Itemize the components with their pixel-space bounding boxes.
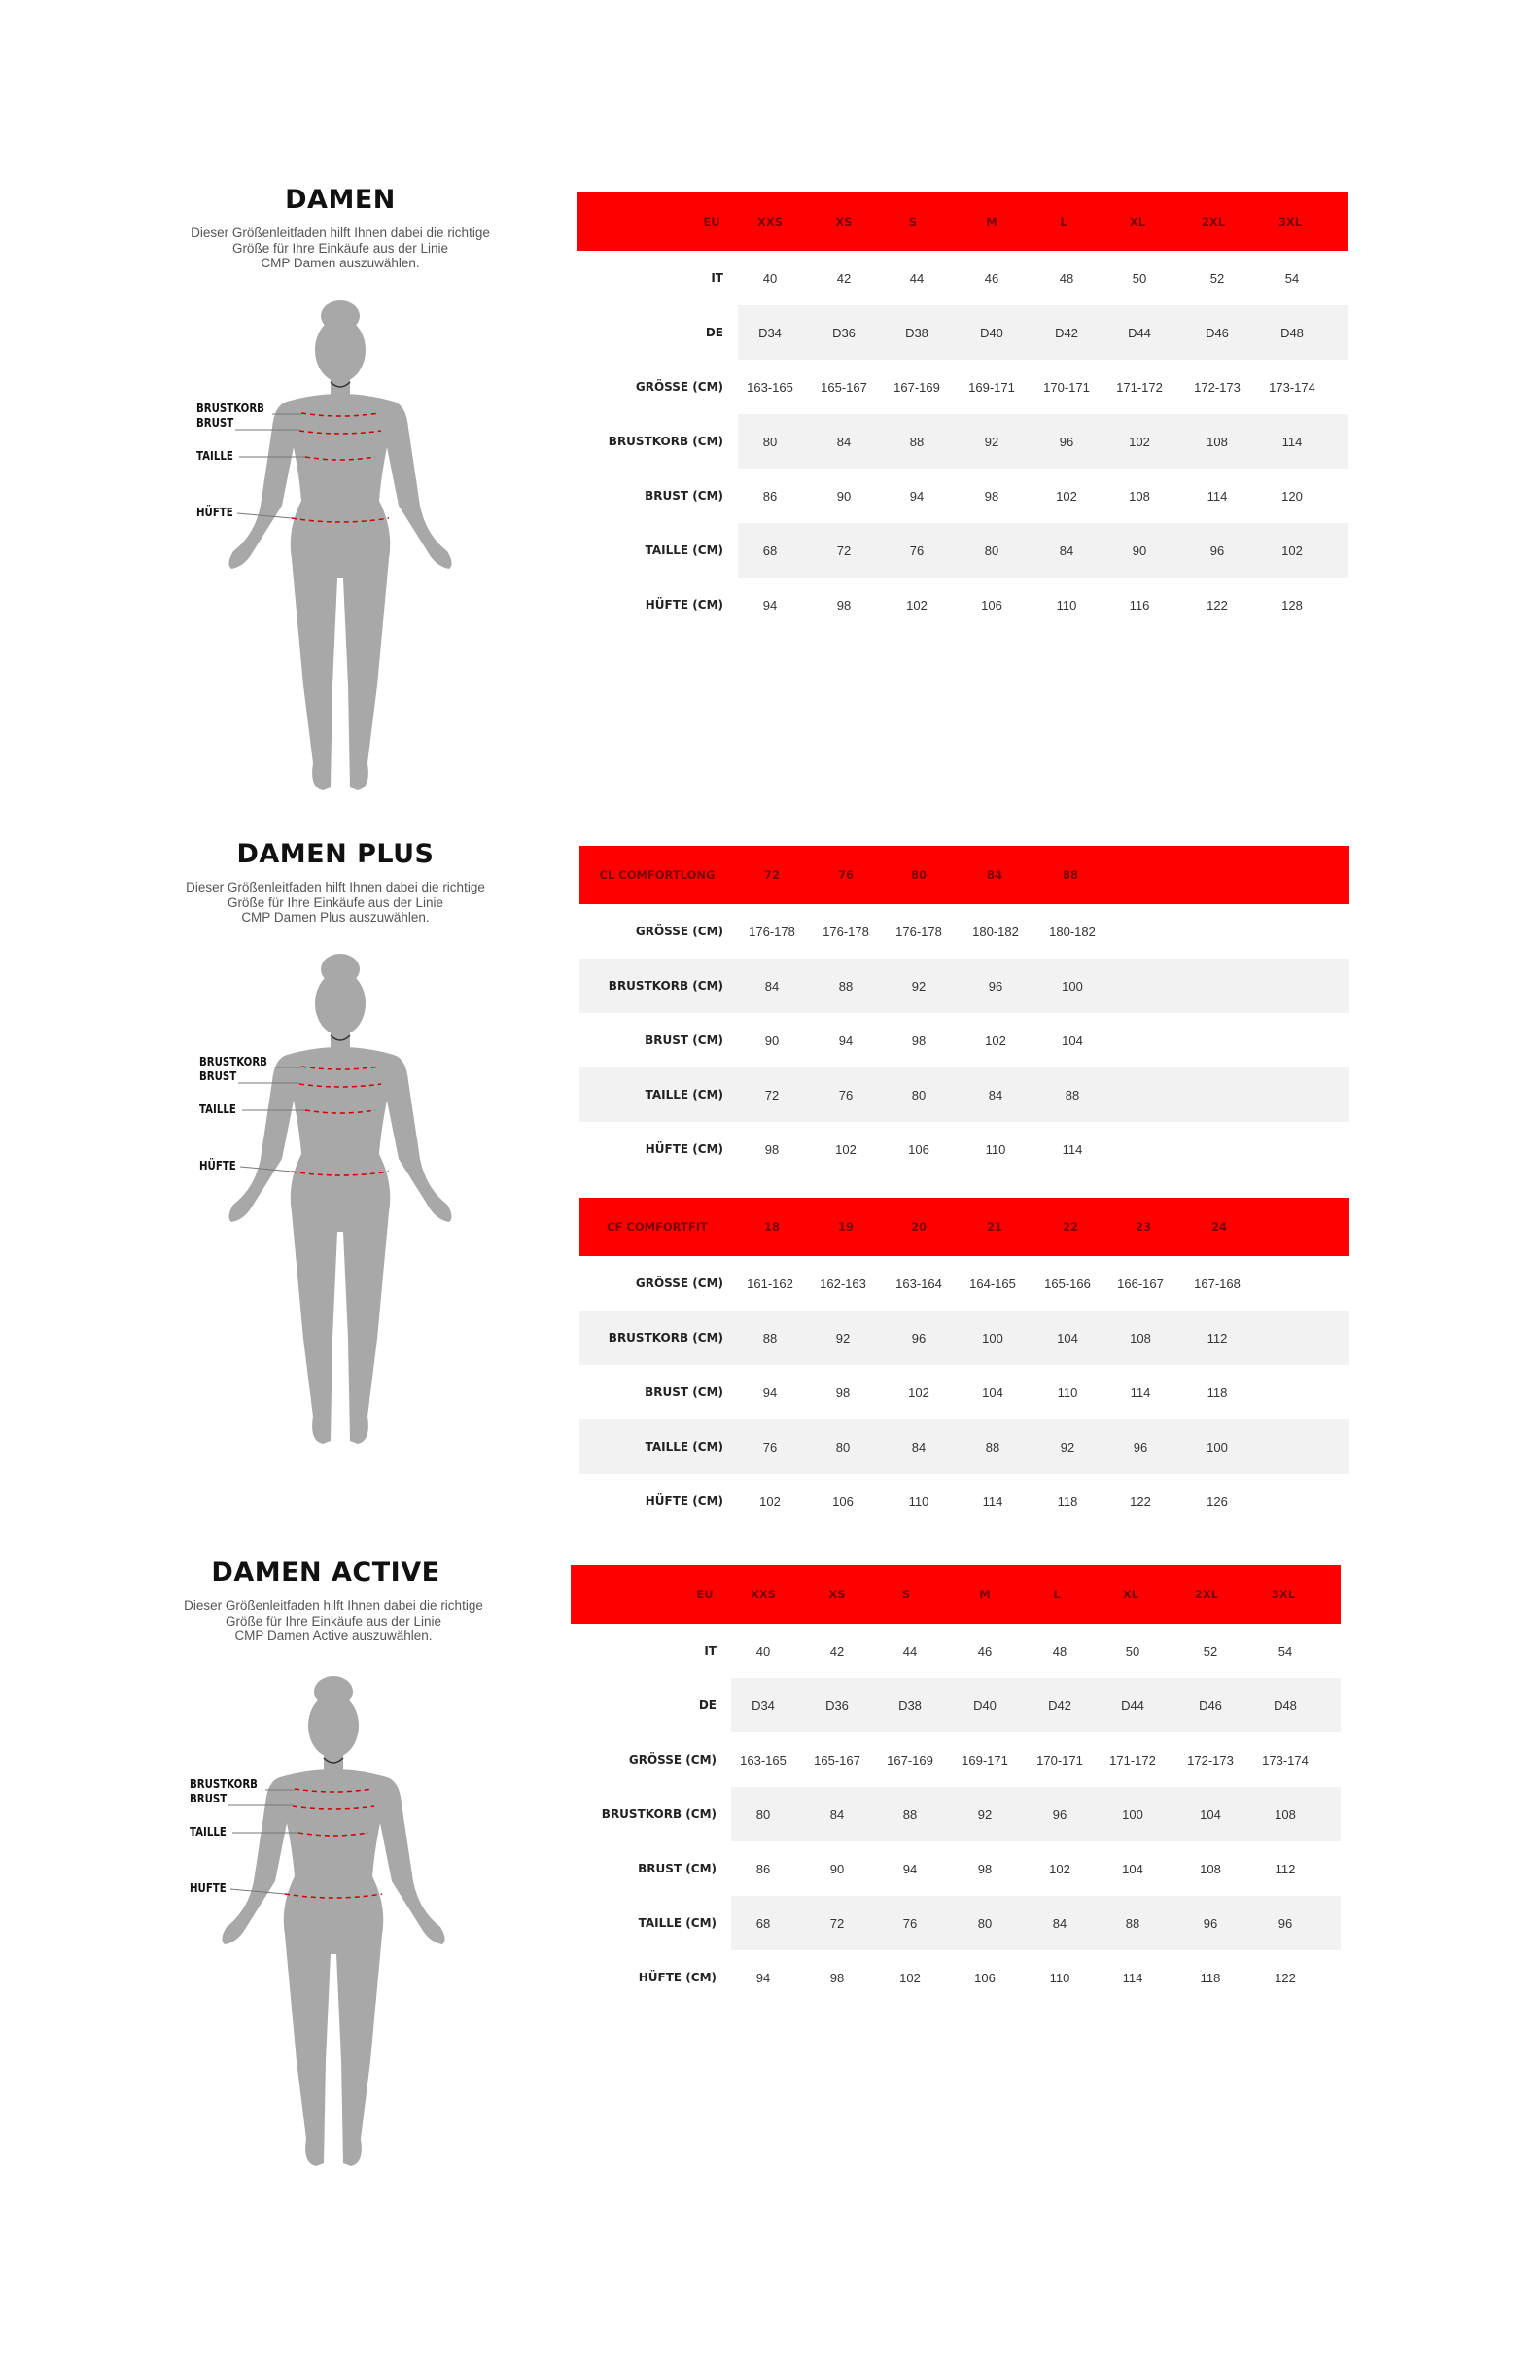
table-cell: 92 [1060,1439,1075,1454]
table-cell: 96 [911,1330,927,1346]
table-cell: 169-171 [962,1752,1008,1768]
table-row [571,1732,1341,1787]
row-label: GRÖSSE (CM) [635,1277,723,1290]
table-cell: 96 [1203,1915,1218,1931]
active-title: DAMEN ACTIVE [211,1558,440,1588]
header-size-cell: L [1053,1588,1061,1601]
table-cell: 50 [1132,270,1147,286]
table-cell: 94 [909,488,925,504]
table-row [579,1365,1349,1419]
header-size-cell: 21 [986,1220,1002,1234]
table-cell: 72 [836,542,852,558]
table-cell: 96 [1278,1915,1293,1931]
table-cell: 128 [1281,597,1303,612]
table-cell: 102 [759,1493,781,1509]
table-cell: 90 [836,488,852,504]
damen-description: Dieser Größenleitfaden hilft Ihnen dabei die richtige Größe für Ihre Einkäufe aus der Linie CMP Damen auszuwählen. [191,226,490,270]
table-cell: 167-169 [893,379,940,395]
table-cell: 84 [1052,1915,1068,1931]
table-cell: 169-171 [968,379,1015,395]
row-label: BRUST (CM) [645,489,723,503]
header-line-label: CF COMFORTFIT [607,1220,708,1234]
body-silhouette [228,300,451,790]
table-cell: 42 [829,1643,845,1659]
table-cell: 50 [1125,1643,1140,1659]
table-cell: 170-171 [1036,1752,1083,1768]
row-label: HÜFTE (CM) [645,598,723,612]
row-label: IT [704,1644,717,1658]
row-label: TAILLE (CM) [638,1916,717,1930]
row-label: GRÖSSE (CM) [628,1753,717,1767]
table-cell: 48 [1059,270,1074,286]
label-brustkorb: BRUSTKORB [199,1055,267,1068]
header-size-cell: 19 [837,1220,854,1234]
table-cell: 163-164 [895,1276,942,1291]
header-size-cell: XL [1122,1588,1139,1601]
plus-description: Dieser Größenleitfaden hilft Ihnen dabei die richtige Größe für Ihre Einkäufe aus der Linie CMP Damen Plus auszuwählen. [186,880,485,925]
table-cell: 108 [1130,1330,1151,1346]
table-cell: 48 [1052,1643,1068,1659]
table-cell: 114 [1122,1970,1143,1985]
table-row [579,1122,1349,1176]
header-size-cell: 76 [837,868,854,882]
table-row [578,360,1348,414]
row-label: HÜFTE (CM) [645,1494,723,1508]
table-cell: 98 [835,1384,851,1400]
table-cell: 106 [832,1493,854,1509]
header-size-cell: 3XL [1278,215,1303,228]
table-cell: 80 [755,1806,771,1822]
table-cell: 94 [902,1861,918,1876]
label-brust: BRUST [196,416,234,430]
table-cell: 118 [1057,1493,1078,1509]
table-header-row [579,846,1349,904]
header-size-cell: XS [835,215,853,228]
table-cell: 90 [829,1861,845,1876]
table-cell: 110 [985,1141,1006,1157]
table-cell: 114 [1281,434,1303,449]
table-cell: 72 [764,1087,780,1102]
body-silhouette [228,954,451,1444]
table-header-row [578,192,1348,251]
table-cell: 114 [1130,1384,1151,1400]
table-cell: 86 [762,488,778,504]
table-cell: 52 [1203,1643,1218,1659]
table-cell: 80 [762,434,778,449]
table-cell: 110 [1049,1970,1070,1985]
table-cell: 84 [829,1806,845,1822]
table-row [579,1474,1349,1528]
table-cell: 80 [911,1087,927,1102]
table-cell: 88 [1065,1087,1080,1102]
table-cell: D44 [1128,325,1151,340]
table-row [578,414,1348,469]
table-cell: 76 [838,1087,854,1102]
table-cell: 100 [982,1330,1003,1346]
header-line-label: EU [703,215,720,228]
table-cell: 76 [909,542,925,558]
size-table-active [571,1565,1341,2005]
table-cell: 86 [755,1861,771,1876]
table-cell: 98 [984,488,999,504]
table-cell: D36 [832,325,856,340]
damen-title: DAMEN [285,185,396,215]
table-cell: 76 [762,1439,778,1454]
table-cell: 180-182 [1049,924,1096,939]
table-cell: 118 [1207,1384,1228,1400]
header-size-cell: M [986,215,998,228]
table-cell: 161-162 [747,1276,793,1291]
table-cell: 88 [1125,1915,1140,1931]
table-cell: 42 [836,270,852,286]
table-cell: D36 [825,1698,849,1713]
header-size-cell: S [901,1588,911,1601]
row-label: GRÖSSE (CM) [635,380,723,394]
table-cell: 84 [764,978,780,994]
table-cell: 106 [981,597,1002,612]
table-cell: 180-182 [972,924,1019,939]
table-cell: 104 [1062,1032,1083,1048]
header-size-cell: 72 [763,868,780,882]
label-brustkorb: BRUSTKORB [190,1777,258,1791]
header-line-label: EU [696,1588,714,1601]
table-row [571,1787,1341,1841]
table-cell: 102 [908,1384,929,1400]
table-cell: 88 [902,1806,918,1822]
row-label: TAILLE (CM) [645,1440,723,1453]
row-label: BRUST (CM) [645,1033,723,1047]
table-cell: 44 [909,270,925,286]
table-cell: 98 [836,597,852,612]
row-label: BRUSTKORB (CM) [608,435,723,448]
table-cell: D40 [973,1698,997,1713]
table-cell: D46 [1206,325,1229,340]
header-size-cell: 23 [1135,1220,1151,1234]
table-cell: 92 [984,434,999,449]
table-cell: 98 [764,1141,780,1157]
size-table-plus-comfortlong [579,846,1349,1176]
table-cell: 84 [911,1439,927,1454]
table-cell: 72 [829,1915,845,1931]
table-cell: 40 [762,270,778,286]
label-brustkorb: BRUSTKORB [196,402,264,415]
header-size-cell: 88 [1062,868,1078,882]
table-cell: 92 [977,1806,993,1822]
row-label: TAILLE (CM) [645,543,723,557]
table-cell: 100 [1207,1439,1228,1454]
table-row [571,1841,1341,1896]
table-cell: 96 [1209,542,1225,558]
table-cell: 114 [1207,488,1228,504]
table-cell: 92 [911,978,927,994]
table-cell: 171-172 [1109,1752,1156,1768]
header-size-cell: M [979,1588,991,1601]
table-cell: 104 [1122,1861,1143,1876]
size-table-damen [578,192,1348,632]
header-size-cell: 2XL [1201,215,1226,228]
table-cell: 98 [977,1861,993,1876]
table-cell: 106 [974,1970,996,1985]
table-cell: 110 [1056,597,1077,612]
table-cell: 92 [835,1330,851,1346]
row-label: DE [698,1698,717,1712]
table-cell: 114 [1062,1141,1083,1157]
table-cell: 122 [1207,597,1228,612]
table-cell: 106 [908,1141,929,1157]
header-size-cell: 3XL [1271,1588,1296,1601]
table-cell: 96 [1052,1806,1068,1822]
table-cell: 165-166 [1044,1276,1091,1291]
table-cell: 104 [1200,1806,1221,1822]
table-cell: 40 [755,1643,771,1659]
table-cell: 96 [1133,1439,1148,1454]
table-cell: 102 [1281,542,1303,558]
table-cell: 84 [836,434,852,449]
plus-title: DAMEN PLUS [236,839,435,869]
table-cell: 163-165 [747,379,793,395]
row-label: HÜFTE (CM) [645,1142,723,1156]
table-cell: 84 [988,1087,1003,1102]
label-taille: TAILLE [196,449,233,463]
table-header-row [579,1198,1349,1256]
body-figure-active [139,1672,528,2178]
label-taille: TAILLE [190,1825,227,1838]
table-cell: D42 [1048,1698,1071,1713]
header-size-cell: 24 [1210,1220,1227,1234]
table-cell: 100 [1122,1806,1143,1822]
table-header-row [571,1565,1341,1624]
table-cell: 167-169 [887,1752,933,1768]
header-size-cell: XL [1129,215,1146,228]
table-cell: 96 [988,978,1003,994]
row-label: HÜFTE (CM) [638,1971,717,1984]
table-cell: 163-165 [740,1752,787,1768]
table-row [579,1419,1349,1474]
row-label: TAILLE (CM) [645,1088,723,1102]
table-cell: 110 [908,1493,929,1509]
table-cell: D34 [758,325,782,340]
table-cell: 120 [1281,488,1303,504]
table-cell: 108 [1129,488,1150,504]
table-cell: 88 [985,1439,1000,1454]
table-cell: 102 [1049,1861,1070,1876]
size-table-plus-comfortfit [579,1198,1349,1528]
table-cell: 164-165 [969,1276,1016,1291]
table-cell: 80 [977,1915,993,1931]
header-size-cell: XXS [750,1588,776,1601]
label-huefte: HUFTE [190,1881,227,1895]
table-cell: D44 [1121,1698,1144,1713]
table-cell: 46 [977,1643,993,1659]
table-cell: 176-178 [822,924,869,939]
table-cell: 112 [1275,1861,1296,1876]
table-cell: 104 [982,1384,1003,1400]
table-cell: 90 [764,1032,780,1048]
active-description: Dieser Größenleitfaden hilft Ihnen dabei die richtige Größe für Ihre Einkäufe aus der Linie CMP Damen Active auszuwählen. [184,1598,483,1643]
row-label: BRUSTKORB (CM) [608,1331,723,1345]
table-row [578,305,1348,360]
table-cell: 122 [1275,1970,1296,1985]
table-cell: 44 [902,1643,918,1659]
table-cell: 167-168 [1194,1276,1241,1291]
table-cell: D34 [752,1698,775,1713]
header-size-cell: 18 [763,1220,780,1234]
table-cell: 162-163 [820,1276,866,1291]
table-row [579,904,1349,959]
row-label: BRUST (CM) [645,1385,723,1399]
table-cell: D48 [1274,1698,1297,1713]
table-row [571,1624,1341,1678]
table-cell: 68 [762,542,778,558]
row-label: BRUSTKORB (CM) [608,979,723,993]
table-cell: 102 [899,1970,921,1985]
table-cell: D46 [1199,1698,1222,1713]
table-cell: 88 [762,1330,778,1346]
header-size-cell: 2XL [1194,1588,1219,1601]
table-cell: 102 [835,1141,857,1157]
table-cell: 176-178 [895,924,942,939]
table-row [578,523,1348,578]
row-label: DE [705,326,723,339]
table-cell: 118 [1200,1970,1221,1985]
table-cell: 80 [984,542,999,558]
table-cell: 94 [762,597,778,612]
table-cell: 173-174 [1262,1752,1309,1768]
table-cell: 110 [1057,1384,1078,1400]
body-figure-plus [146,950,535,1455]
table-cell: 165-167 [821,379,867,395]
label-huefte: HÜFTE [199,1159,236,1172]
table-cell: 84 [1059,542,1074,558]
table-row [579,1013,1349,1068]
table-cell: 80 [835,1439,851,1454]
table-cell: D48 [1280,325,1304,340]
label-brust: BRUST [190,1792,228,1805]
table-cell: D38 [898,1698,922,1713]
table-cell: 68 [755,1915,771,1931]
table-cell: 100 [1062,978,1083,994]
table-cell: 108 [1207,434,1228,449]
table-row [579,959,1349,1013]
table-cell: 108 [1200,1861,1221,1876]
table-cell: 98 [829,1970,845,1985]
table-cell: 102 [1056,488,1077,504]
header-size-cell: 22 [1062,1220,1078,1234]
table-cell: 173-174 [1269,379,1315,395]
table-cell: 114 [982,1493,1003,1509]
table-cell: 104 [1057,1330,1078,1346]
table-cell: 96 [1059,434,1074,449]
table-cell: 176-178 [749,924,795,939]
table-cell: 116 [1129,597,1150,612]
table-cell: 102 [1129,434,1150,449]
row-label: IT [711,271,723,285]
table-cell: 122 [1130,1493,1151,1509]
header-size-cell: 80 [910,868,927,882]
table-cell: 94 [838,1032,854,1048]
table-cell: 166-167 [1117,1276,1164,1291]
table-cell: 102 [985,1032,1006,1048]
label-huefte: HÜFTE [196,506,233,519]
table-cell: 108 [1275,1806,1296,1822]
row-label: BRUSTKORB (CM) [601,1807,717,1821]
table-cell: 54 [1284,270,1300,286]
table-cell: 170-171 [1043,379,1090,395]
header-size-cell: S [908,215,918,228]
table-cell: 102 [906,597,928,612]
table-cell: 88 [909,434,925,449]
table-row [579,1068,1349,1122]
table-cell: 172-173 [1187,1752,1234,1768]
table-cell: 112 [1207,1330,1228,1346]
table-cell: 90 [1132,542,1147,558]
table-cell: 94 [762,1384,778,1400]
row-label: BRUST (CM) [638,1862,717,1875]
table-cell: 52 [1209,270,1225,286]
table-row [578,469,1348,523]
table-row [578,578,1348,632]
table-cell: 172-173 [1194,379,1241,395]
table-cell: 98 [911,1032,927,1048]
table-cell: 126 [1207,1493,1228,1509]
header-line-label: CL COMFORTLONG [599,868,716,882]
table-row [578,251,1348,305]
table-cell: 88 [838,978,854,994]
table-row [571,1896,1341,1950]
header-size-cell: XXS [756,215,783,228]
body-silhouette [222,1676,444,2166]
row-label: GRÖSSE (CM) [635,925,723,938]
table-cell: 165-167 [814,1752,860,1768]
table-row [579,1311,1349,1365]
table-cell: D38 [905,325,928,340]
label-taille: TAILLE [199,1102,236,1116]
table-cell: D40 [980,325,1003,340]
body-figure-damen [146,297,535,802]
header-size-cell: 20 [910,1220,927,1234]
table-cell: 94 [755,1970,771,1985]
table-cell: 54 [1278,1643,1293,1659]
table-cell: 46 [984,270,999,286]
table-cell: D42 [1055,325,1078,340]
header-size-cell: L [1060,215,1068,228]
table-cell: 171-172 [1116,379,1163,395]
header-size-cell: 84 [986,868,1002,882]
header-size-cell: XS [828,1588,846,1601]
table-cell: 76 [902,1915,918,1931]
table-row [571,1950,1341,2005]
label-brust: BRUST [199,1069,237,1083]
table-row [571,1678,1341,1732]
table-row [579,1256,1349,1311]
